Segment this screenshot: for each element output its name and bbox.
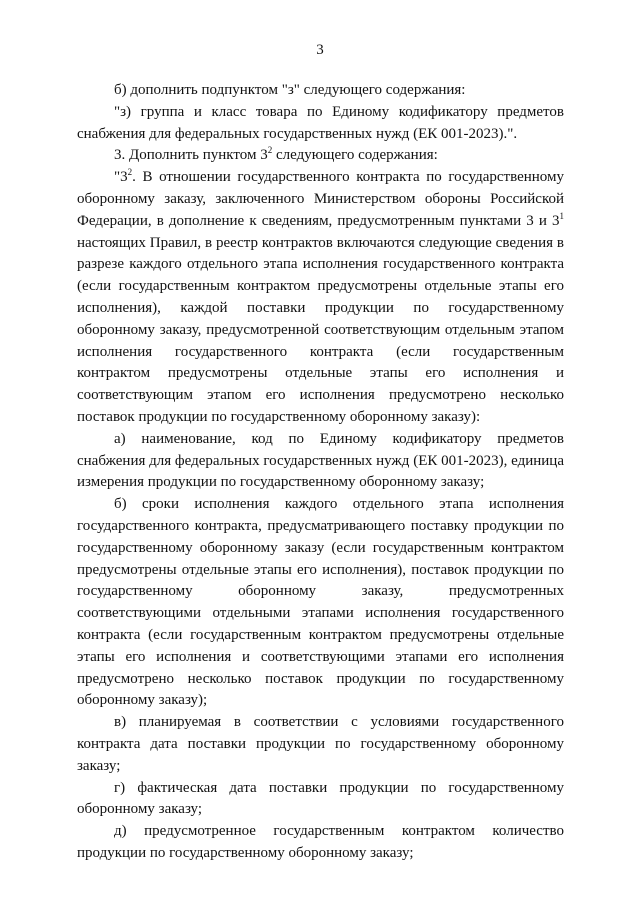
paragraph-amend-b: б) дополнить подпунктом "з" следующего содержания:	[114, 82, 466, 98]
superscript-2: 2	[267, 145, 273, 156]
paragraph-point-3-2	[77, 167, 564, 429]
superscript-1: 1	[559, 210, 564, 221]
superscript-2: 2	[127, 167, 133, 178]
paragraph-subitem-v: в) планируемая в соответствии с условиями государственного контракта дата поставки продукции по государственному оборонному заказу;	[77, 714, 564, 774]
paragraph-item-3	[77, 145, 564, 167]
paragraph-subitem-a: а) наименование, код по Единому кодификатору предметов снабжения для федеральных государственных нужд (ЕК 001-2023), единица измерения продукции по государственному оборонному заказу;	[77, 430, 564, 491]
paragraph-item-3-post: следующего содержания:	[272, 147, 438, 164]
paragraph-subitem-b: б) сроки исполнения каждого отдельного этапа исполнения государственного контракта, предусматривающего поставку продукции по государственному оборонному заказу (если государственным контрактом предусмотрены отдельные этапы его исполнения), поставок продукции по государственному оборонному заказу, предусмотренных соответствующими отдельными этапами исполнения государственного контракта (если государственным контрактом предусмотрены отдельные этапы его исполнения и соответствующими этапами его исполнения предусмотрено несколько поставок продукции по государственному оборонному заказу);	[77, 496, 564, 709]
paragraph-point-3-2-post: настоящих Правил, в реестр контрактов включаются следующие сведения в разрезе каждого отдельного этапа исполнения государственного контракта (если государственным контрактом предусмотрены отдельные этапы его исполнения), каждой поставки продукции по государственному оборонному заказу, предусмотренной соответствующим отдельным этапом исполнения государственного контракта (если государственным контрактом предусмотрены отдельные этапы его исполнения и соответствующим этапом его исполнения предусмотрено несколько поставок продукции по государственному оборонному заказу):	[77, 234, 564, 425]
paragraph-point-3-2-pre: "3	[114, 169, 128, 186]
paragraph-item-3-pre: 3. Дополнить пунктом 3	[114, 147, 268, 164]
document-body	[77, 80, 564, 865]
paragraph-subitem-g: г) фактическая дата поставки продукции по государственному оборонному заказу;	[77, 779, 564, 818]
paragraph-point-3-2-mid: . В отношении государственного контракта по государственному оборонному заказу, заключенного Министерством обороны Российской Федерации, в дополнение к сведениям, предусмотренным пунктами 3 и 3	[77, 169, 564, 229]
page-number: 3	[316, 42, 324, 58]
paragraph-subitem-d: д) предусмотренное государственным контрактом количество продукции по государственному оборонному заказу;	[77, 823, 564, 861]
paragraph-subitem-z: "з) группа и класс товара по Единому кодификатору предметов снабжения для федеральных государственных нужд (ЕК 001-2023).".	[77, 103, 564, 142]
